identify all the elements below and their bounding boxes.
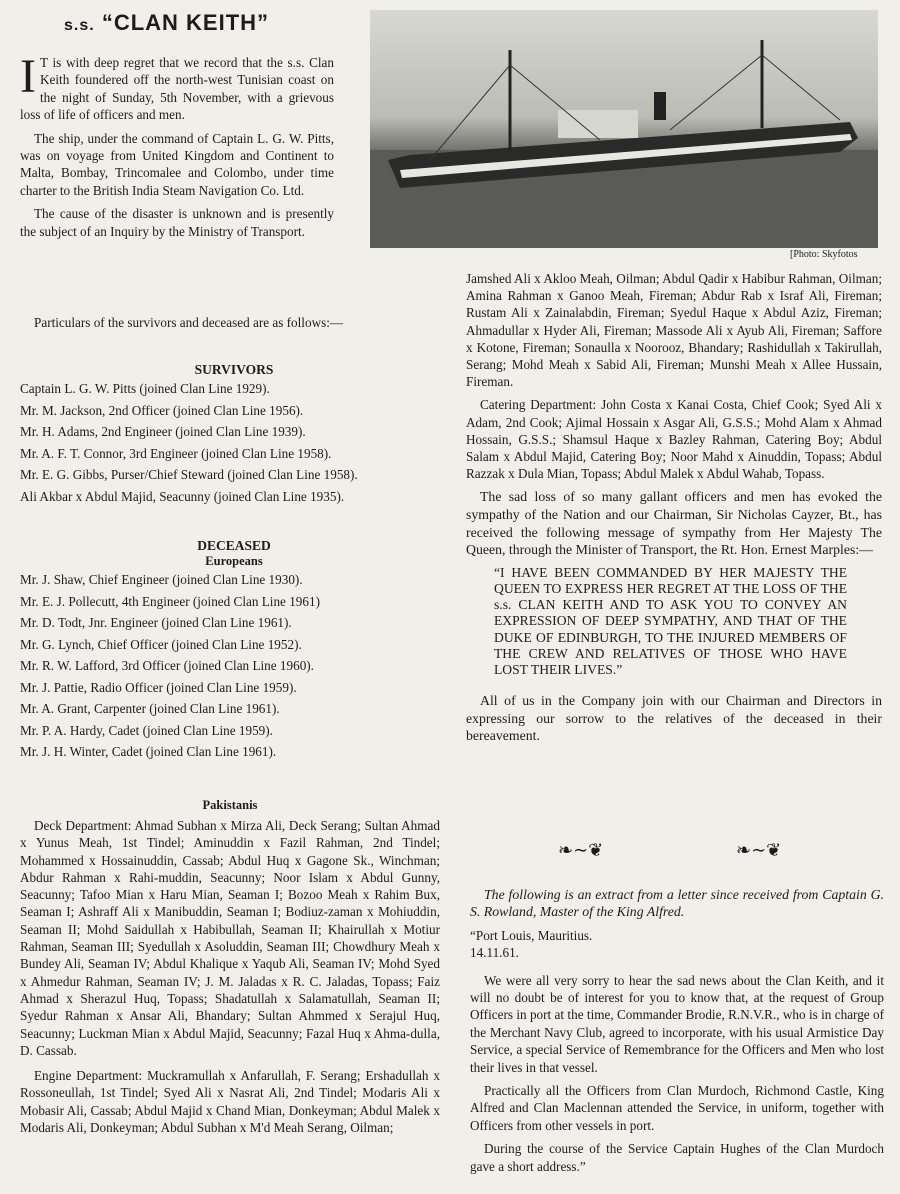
deceased-item: Mr. R. W. Lafford, 3rd Officer (joined Clan Line 1960).: [20, 658, 314, 673]
right-column: [466, 270, 882, 751]
survivor-item: Mr. M. Jackson, 2nd Officer (joined Clan Line 1956).: [20, 402, 304, 418]
letter-section: [470, 886, 884, 1181]
engine-department-part1: Engine Department: Muckramullah x Anfarullah, F. Serang; Ershadullah x Rossoneullah, 1st Tindel; Syed Ali x Nasrat Ali, 2nd Tindel; Modaris Ali x Mobasir Ali, Cassab; Abdul Majid x Chand Mian, Donkeyman; Abdul Malek x Modaris Ali, Donkeyman; Abdul Subhan x M'd Meah Serang, Oilman;: [20, 1068, 440, 1136]
deceased-item: Mr. D. Todt, Jnr. Engineer (joined Clan Line 1961).: [20, 615, 292, 630]
article-title: [64, 10, 269, 36]
intro-paragraph-3: The cause of the disaster is unknown and is presently the subject of an Inquiry by the Ministry of Transport.: [20, 206, 334, 239]
survivor-item: Mr. H. Adams, 2nd Engineer (joined Clan Line 1939).: [20, 424, 306, 439]
pakistanis-section: [20, 798, 440, 1142]
survivors-list: [20, 378, 448, 507]
europeans-list: [20, 569, 448, 763]
extract-intro: The following is an extract from a letter since received from Captain G. S. Rowland, Master of the King Alfred.: [470, 887, 884, 920]
deceased-item: Mr. J. H. Winter, Cadet (joined Clan Line 1961).: [20, 744, 277, 759]
particulars-intro: Particulars of the survivors and deceased are as follows:—: [34, 315, 344, 330]
survivor-item: Mr. E. G. Gibbs, Purser/Chief Steward (joined Clan Line 1958).: [20, 467, 358, 482]
deceased-item: Mr. E. J. Pollecutt, 4th Engineer (joined Clan Line 1961): [20, 593, 320, 609]
deck-department: Deck Department: Ahmad Subhan x Mirza Ali, Deck Serang; Sultan Ahmad x Yunus Meah, 1st Tindel; Aminuddin x Fazil Rahman, 2nd Tindel; Mohammed x Hossainuddin, Cassab; Abdul Huq x Gagone Sk., Winchman; Abdur Rahman x Rahi-muddin, Seacunny; Noor Islam x Abdul Gunny, Seacunny; Tafoo Mian x Haru Mian, Seaman I; Bozoo Meah x Rahim Bux, Seaman I; Ashraff Ali x Manibuddin, Seaman I; Bodiuz-zaman x Mohiuddin, Seaman II; Mohd Saidullah x Habibullah, Seaman II; Khairullah x Motiur Rahman, Seaman III; Syedullah x Asoluddin, Seaman III; Chowdhury Meah x Bundey Ali, Seaman IV; Abdul Khalique x Yaqub Ali, Seaman IV; Mohd Syed x Ahmedur Rahman, Seaman IV; J. M. Jaladas x R. C. Jaladas, Topass; Faiz Ahmad x Sherazul Huq, Topass; Shadatullah x Salamatullah, Seaman II; Syedur Rahman x Ansar Ali, Bhandary; Sultan Ahmmed x Serajul Huq, Seacunny; Luckman Mian x Abdul Majid, Seacunny; Fazal Huq x Ahma-dulla, D. Cassab.: [20, 818, 440, 1058]
company-paragraph: All of us in the Company join with our Chairman and Directors in expressing our sorrow to the relatives of the deceased in their bereavement.: [466, 693, 882, 744]
letter-paragraph-2: Practically all the Officers from Clan Murdoch, Richmond Castle, King Alfred and Clan Maclennan attended the Service, in uniform, together with Officers from other vessels in port.: [470, 1083, 884, 1133]
intro-column: [20, 50, 334, 246]
ship-illustration: [370, 10, 878, 248]
ornament-right: ❧∼❦: [736, 840, 782, 860]
letter-date: 14.11.61.: [470, 945, 519, 961]
survivors-heading: SURVIVORS: [194, 362, 274, 377]
pakistanis-heading: Pakistanis: [202, 798, 258, 812]
deceased-item: Mr. J. Pattie, Radio Officer (joined Clan Line 1959).: [20, 679, 297, 695]
photo-credit: [Photo: Skyfotos: [790, 249, 858, 260]
deceased-section: [20, 538, 448, 763]
deceased-item: Mr. G. Lynch, Chief Officer (joined Clan Line 1952).: [20, 636, 302, 652]
intro-paragraph-1: I T is with deep regret that we record that the s.s. Clan Keith foundered off the north-west Tunisian coast on the night of Sunday, 5th November, with a grievous loss of life of officers and men.: [20, 50, 334, 123]
engine-department-part2: Jamshed Ali x Akloo Meah, Oilman; Abdul Qadir x Habibur Rahman, Oilman; Amina Rahman x Ganoo Meah, Fireman; Abdur Rab x Israf Ali, Fireman; Rustam Ali x Zainalabdin, Fireman; Syedul Haque x Abdul Aziz, Fireman; Ahmadullar x Hyder Ali, Fireman; Massode Ali x Ayub Ali, Fireman; Saffore x Kotone, Fireman; Sonaulla x Noorooz, Bhandary; Rashidullah x Takirullah, Serang; Mohd Meah x Sabid Ali, Fireman; Munshi Meah x Allee Hussain, Fireman.: [466, 271, 882, 390]
survivor-item: Captain L. G. W. Pitts (joined Clan Line 1929).: [20, 381, 270, 396]
deceased-heading: DECEASED: [197, 538, 271, 553]
letter-paragraph-3: During the course of the Service Captain Hughes of the Clan Murdoch gave a short address.”: [470, 1141, 884, 1174]
intro-paragraph-2: The ship, under the command of Captain L. G. W. Pitts, was on voyage from United Kingdom and Continent to Malta, Bombay, Trincomalee and Colombo, under time charter to the British India Steam Navigation Co. Ltd.: [20, 130, 334, 198]
drop-cap: I: [20, 50, 36, 103]
ornament-left: ❧∼❦: [558, 840, 604, 860]
letter-paragraph-1: We were all very sorry to hear the sad news about the Clan Keith, and it will no doubt be of interest for you to know that, at the request of Group Officers in port at the time, Commander Brodie, R.N.V.R., who is in charge of the Merchant Navy Club, agreed to incorporate, with his usual Armistice Day Service, a special Service of Remembrance for the Officers and Men who lost their lives in that vessel.: [470, 972, 884, 1075]
title-name: “CLAN KEITH”: [101, 10, 270, 35]
survivors-section: [20, 362, 448, 507]
survivor-item: Ali Akbar x Abdul Majid, Seacunny (joined Clan Line 1935).: [20, 488, 345, 504]
deceased-item: Mr. A. Grant, Carpenter (joined Clan Line 1961).: [20, 701, 280, 716]
europeans-heading: Europeans: [205, 554, 263, 568]
ship-photo: [370, 10, 878, 248]
deceased-item: Mr. J. Shaw, Chief Engineer (joined Clan Line 1930).: [20, 572, 303, 587]
deceased-item: Mr. P. A. Hardy, Cadet (joined Clan Line 1959).: [20, 722, 273, 738]
survivor-item: Mr. A. F. T. Connor, 3rd Engineer (joined Clan Line 1958).: [20, 445, 332, 461]
title-prefix: s.s.: [64, 17, 95, 34]
catering-department: Catering Department: John Costa x Kanai Costa, Chief Cook; Syed Ali x Adam, 2nd Cook; Ajimal Hossain x Asgar Ali, G.S.S.; Mohd Alam x Ahmad Hossain, G.S.S.; Shamsul Haque x Bazley Rahman, Catering Boy; Abdul Salam x Abdul Majid, Catering Boy; Noor Mahd x Ainuddin, Topass; Abdul Razzak x Dula Mian, Topass; Abdul Malek x Abdul Wahab, Topass.: [466, 397, 882, 482]
sympathy-paragraph: The sad loss of so many gallant officers and men has evoked the sympathy of the Nation and our Chairman, Sir Nicholas Cayzer, Bt., has received the following message of sympathy from Her Majesty The Queen, through the Minister of Transport, the Rt. Hon. Ernest Marples:—: [466, 489, 882, 558]
letter-place: “Port Louis, Mauritius.: [470, 927, 593, 943]
queen-message: “I HAVE BEEN COMMANDED BY HER MAJESTY THE QUEEN TO EXPRESS HER REGRET AT THE LOSS OF THE s.s. CLAN KEITH AND TO ASK YOU TO CONVEY AN EXPRESSION OF DEEP SYMPATHY, AND THAT OF THE DUKE OF EDINBURGH, TO THE INJURED MEMBERS OF THE CREW AND RELATIVES OF THOSE WHO HAVE LOST THEIR LIVES.”: [494, 564, 847, 678]
